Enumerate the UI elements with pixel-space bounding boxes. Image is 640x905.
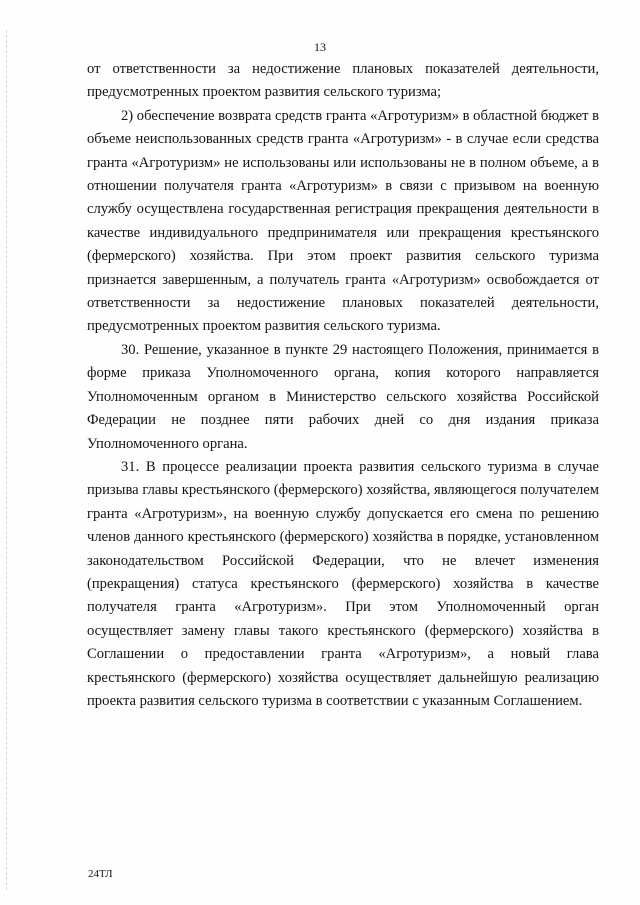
scan-edge-line — [6, 30, 7, 890]
paragraph-continuation: от ответственности за недостижение плановых показателей деятельности, предусмотренных проектом развития сельского туризма; — [87, 61, 599, 101]
page-number: 13 — [314, 40, 326, 54]
document-body — [87, 58, 599, 713]
paragraph-clause-30: 30. Решение, указанное в пункте 29 настоящего Положения, принимается в форме приказа Уполномоченного органа, копия которого направляется Уполномоченным органом в Министерство сельского хозяйства Российской Федерации не позднее пяти рабочих дней со дня издания приказа Уполномоченного органа. — [87, 341, 599, 452]
paragraph-item-2: 2) обеспечение возврата средств гранта «Агротуризм» в областной бюджет в объеме неиспользованных средств гранта «Агротуризм» - в случае если средства гранта «Агротуризм» не использованы или использованы не в полном объеме, а в отношении получателя гранта «Агротуризм» в связи с призывом на военную службу осуществлена государственная регистрация прекращения деятельности в качестве индивидуального предпринимателя или прекращения крестьянского (фермерского) хозяйства. При этом проект развития сельского туризма признается завершенным, а получатель гранта «Агротуризм» освобождается от ответственности за недостижение плановых показателей деятельности, предусмотренных проектом развития сельского туризма. — [87, 107, 600, 335]
footer-code: 24ТЛ — [88, 868, 113, 880]
paragraph-clause-31: 31. В процессе реализации проекта развития сельского туризма в случае призыва главы крестьянского (фермерского) хозяйства, являющегося получателем гранта «Агротуризм», на военную службу допускается его смена по решению членов данного крестьянского (фермерского) хозяйства в порядке, установленном законодательством Российской Федерации, что не влечет изменения (прекращения) статуса крестьянского (фермерского) хозяйства в качестве получателя гранта «Агротуризм». При этом Уполномоченный орган осуществляет замену главы такого крестьянского (фермерского) хозяйства в Соглашении о предоставлении гранта «Агротуризм», а новый глава крестьянского (фермерского) хозяйства осуществляет дальнейшую реализацию проекта развития сельского туризма в соответствии с указанным Соглашением. — [87, 458, 599, 709]
